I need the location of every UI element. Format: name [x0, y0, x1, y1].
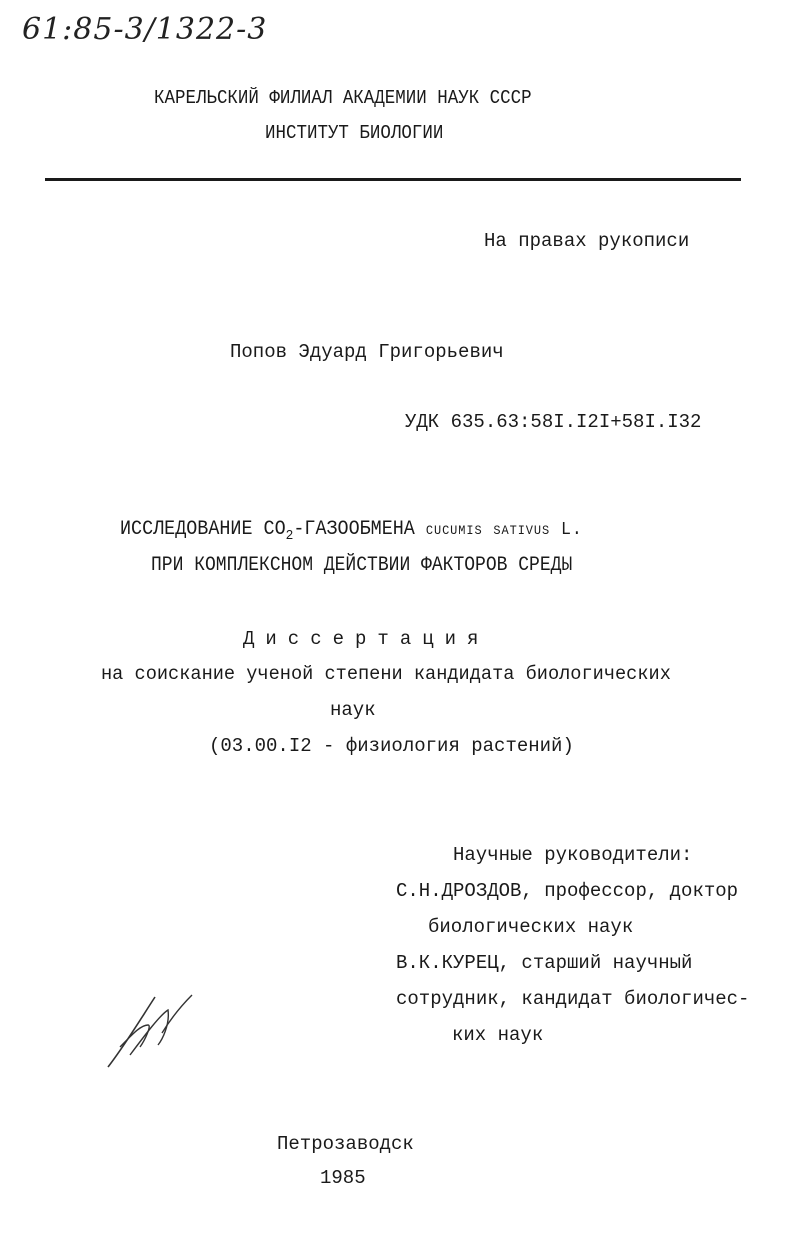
manuscript-rights-note: На правах рукописи [484, 230, 690, 252]
author-name: Попов Эдуард Григорьевич [230, 341, 504, 363]
supervisor-1-line-2: биологических наук [428, 916, 634, 938]
supervisor-2-line-3: ких наук [452, 1024, 544, 1046]
title-suffix: -ГАЗООБМЕНА [293, 518, 415, 541]
organization-name: КАРЕЛЬСКИЙ ФИЛИАЛ АКАДЕМИИ НАУК СССР [154, 87, 532, 109]
year: 1985 [320, 1167, 366, 1189]
title-latin-species: cucumis sativus L. [425, 520, 583, 540]
city: Петрозаводск [277, 1133, 414, 1155]
dissertation-purpose-line-2: наук [330, 699, 376, 721]
handwritten-archive-number: 61:85-3/1322-3 [22, 12, 268, 47]
udc-code: УДК 635.63:58I.I2I+58I.I32 [405, 411, 702, 433]
supervisor-2-line-1: В.К.КУРЕЦ, старший научный [396, 952, 693, 974]
supervisor-2-line-2: сотрудник, кандидат биологичес- [396, 988, 750, 1010]
title-line-2: ПРИ КОМПЛЕКСНОМ ДЕЙСТВИИ ФАКТОРОВ СРЕДЫ [151, 554, 573, 577]
title-prefix: ИССЛЕДОВАНИЕ CO [120, 518, 286, 541]
title-subscript: 2 [285, 528, 294, 544]
institute-name: ИНСТИТУТ БИОЛОГИИ [265, 122, 444, 144]
dissertation-purpose-line-1: на соискание ученой степени кандидата биологических [101, 663, 671, 685]
dissertation-specialty: (03.00.I2 - физиология растений) [209, 735, 574, 757]
dissertation-label: Диссертация [243, 628, 490, 650]
supervisor-1-line-1: С.Н.ДРОЗДОВ, профессор, доктор [396, 880, 739, 902]
supervisors-heading: Научные руководители: [453, 844, 693, 866]
handwritten-signature [100, 985, 210, 1075]
title-line-1 [120, 518, 623, 542]
header-divider [45, 178, 741, 181]
